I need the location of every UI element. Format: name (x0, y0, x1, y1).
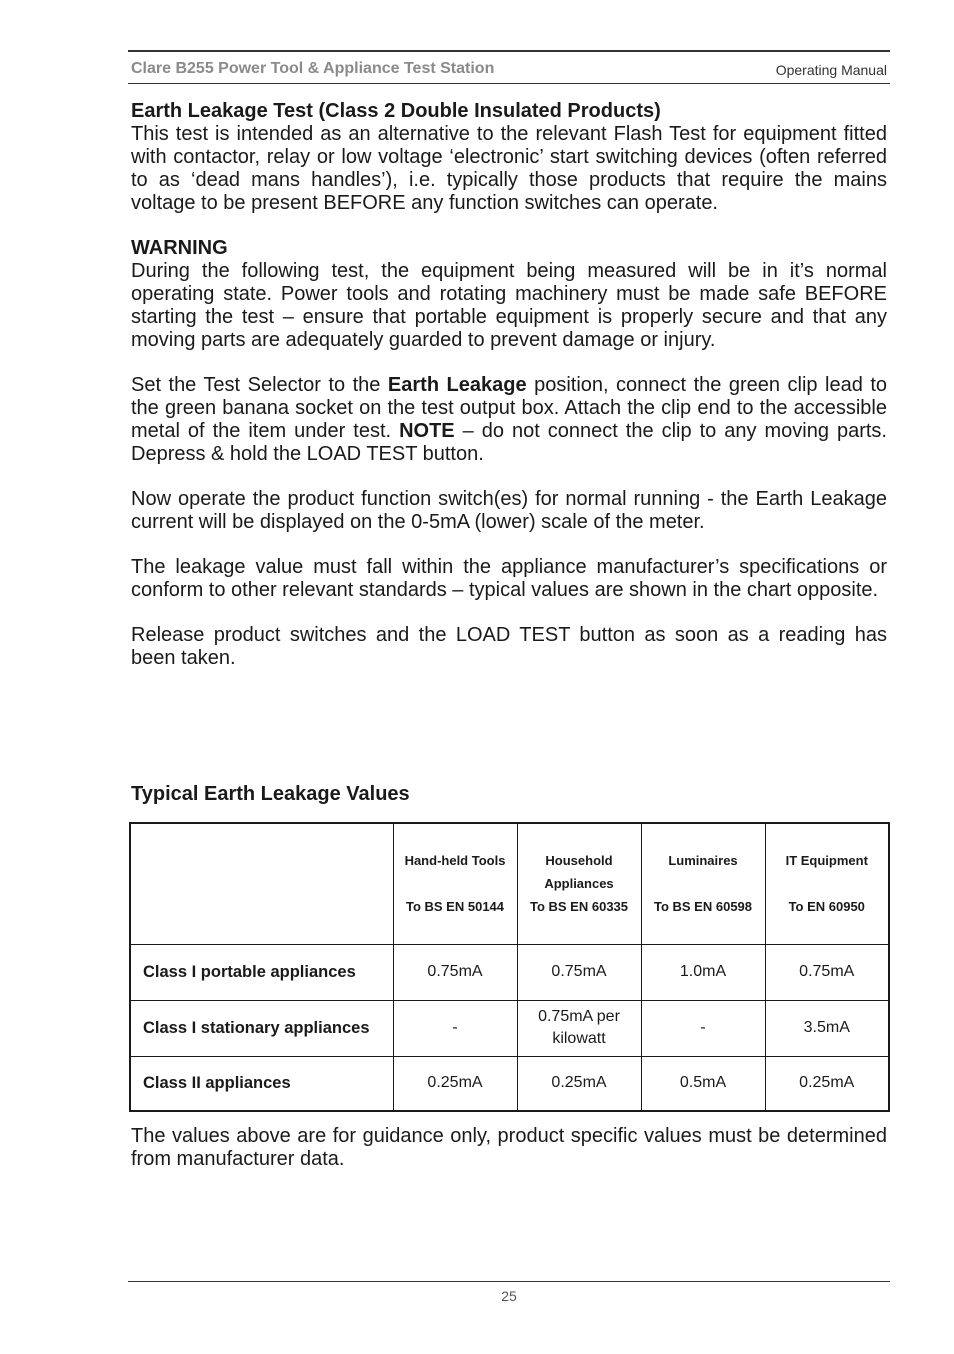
table-cell: - (641, 1000, 765, 1056)
intro-paragraph: This test is intended as an alternative to the relevant Flash Test for equipment fitted with contactor, relay or low voltage ‘electronic’ start switching devices (often referred to as ‘dead mans handles’), i.e. typically those products that require the mains voltage to be present BEFORE any function switches can operate. (131, 123, 887, 214)
instruction-paragraph-1: Set the Test Selector to the Earth Leakage position, connect the green clip lead to the green banana socket on the test output box. Attach the clip end to the accessible metal of the item under test. NOTE – do not connect the clip to any moving parts. Depress & hold the LOAD TEST button. (131, 374, 887, 465)
table-cell: 0.75mA per kilowatt (517, 1000, 641, 1056)
column-header: Luminaires To BS EN 60598 (641, 823, 765, 944)
instruction-paragraph-4: Release product switches and the LOAD TEST button as soon as a reading has been taken. (131, 624, 887, 669)
column-header: Hand-held Tools To BS EN 50144 (393, 823, 517, 944)
page-number: 25 (501, 1288, 517, 1304)
table-cell: 0.75mA (393, 944, 517, 1000)
warning-paragraph: During the following test, the equipment being measured will be in it’s normal operating state. Power tools and rotating machinery must be made safe BEFORE starting the test – ensure that portable equipment is properly secure and that any moving parts are adequately guarded to prevent damage or injury. (131, 260, 887, 351)
table-cell: 0.25mA (517, 1056, 641, 1111)
table-cell: 0.75mA (765, 944, 889, 1000)
main-content (131, 100, 887, 670)
earth-leakage-emphasis: Earth Leakage (387, 374, 527, 396)
row-label: Class I stationary appliances (130, 1000, 393, 1056)
table-cell: 0.25mA (765, 1056, 889, 1111)
table-cell: 0.5mA (641, 1056, 765, 1111)
table-row (130, 944, 889, 1000)
row-label: Class II appliances (130, 1056, 393, 1111)
manual-label: Operating Manual (775, 62, 887, 78)
column-header: Household Appliances To BS EN 60335 (517, 823, 641, 944)
table-header-row (130, 823, 889, 944)
table-row (130, 1000, 889, 1056)
guidance-note: The values above are for guidance only, product specific values must be determined from manufacturer data. (131, 1125, 887, 1170)
leakage-table (129, 822, 890, 1112)
table-cell: 3.5mA (765, 1000, 889, 1056)
column-header: IT Equipment To EN 60950 (765, 823, 889, 944)
table-corner-cell (130, 823, 393, 944)
table-cell: - (393, 1000, 517, 1056)
note-emphasis: NOTE (399, 420, 455, 442)
section-heading: Earth Leakage Test (Class 2 Double Insulated Products) (131, 100, 661, 122)
table-cell: 1.0mA (641, 944, 765, 1000)
instruction-paragraph-2: Now operate the product function switch(es) for normal running - the Earth Leakage current will be displayed on the 0-5mA (lower) scale of the meter. (131, 488, 887, 533)
table-cell: 0.25mA (393, 1056, 517, 1111)
warning-heading: WARNING (131, 237, 228, 259)
document-title: Clare B255 Power Tool & Appliance Test Station (131, 60, 495, 77)
instruction-paragraph-3: The leakage value must fall within the appliance manufacturer’s specifications or conform to other relevant standards – typical values are shown in the chart opposite. (131, 556, 887, 601)
table-title: Typical Earth Leakage Values (131, 783, 410, 805)
page-header (128, 50, 890, 84)
row-label: Class I portable appliances (130, 944, 393, 1000)
table-row (130, 1056, 889, 1111)
table-cell: 0.75mA (517, 944, 641, 1000)
footer-divider (128, 1281, 890, 1282)
